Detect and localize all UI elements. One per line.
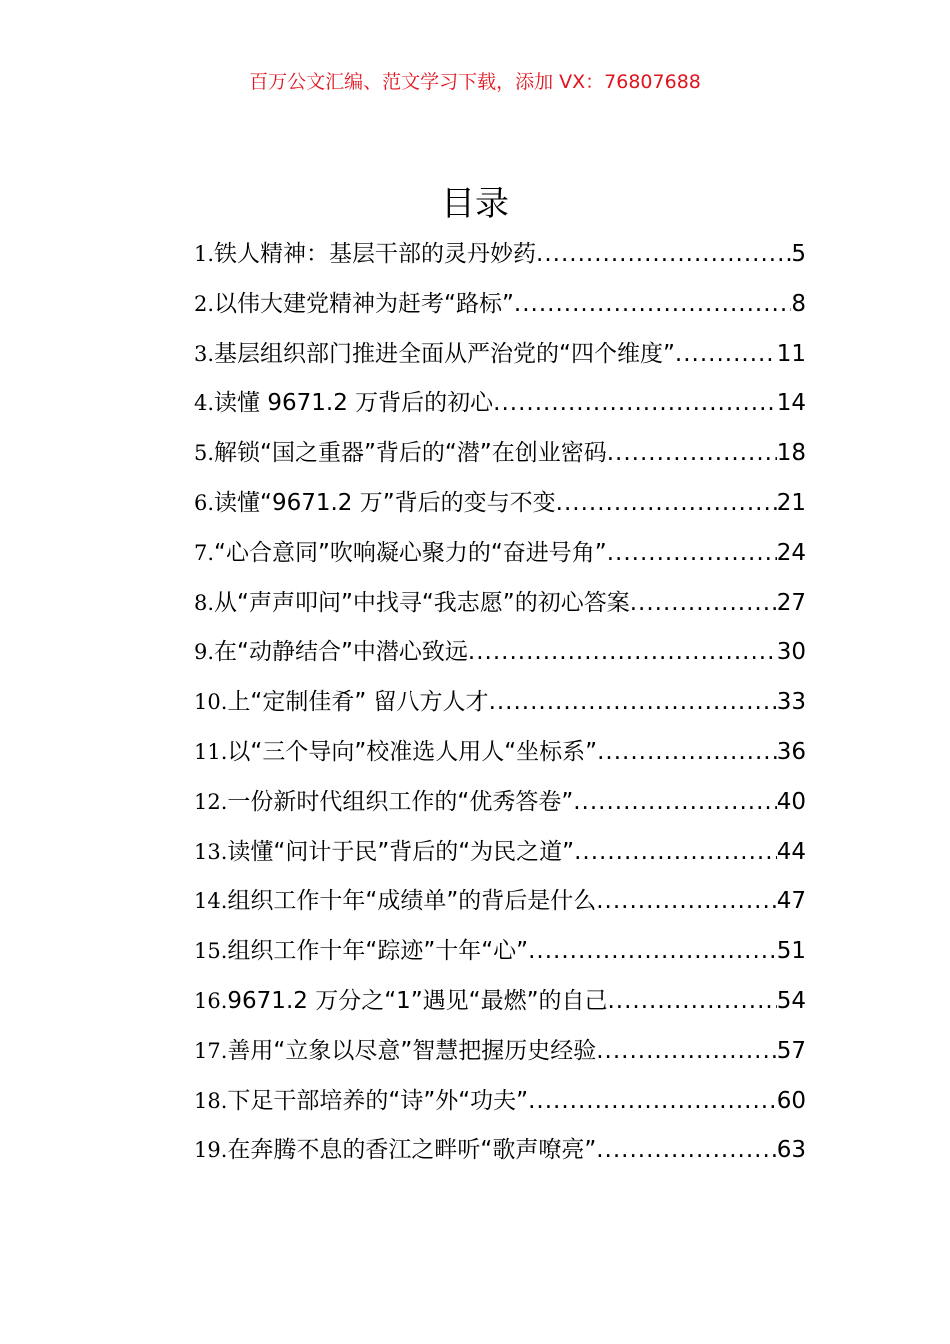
toc-dot-leader [607, 433, 777, 473]
toc-entry[interactable] [194, 632, 806, 682]
toc-entry[interactable] [194, 1130, 806, 1180]
toc-entry-number: 4. [194, 391, 215, 416]
toc-dot-leader [675, 334, 777, 374]
toc-dot-leader [528, 931, 777, 971]
toc-entry-title: 在奔腾不息的香江之畔听“歌声嘹亮” [227, 1137, 597, 1164]
toc-dot-leader [489, 682, 777, 722]
toc-entry-number: 13. [194, 839, 228, 864]
toc-entry-page: 33 [776, 689, 806, 716]
toc-entry-number: 14. [194, 889, 228, 914]
toc-entry-number: 10. [194, 690, 228, 715]
toc-dot-leader [574, 832, 777, 872]
toc-dot-leader [573, 782, 776, 822]
toc-entry-number: 19. [194, 1138, 228, 1163]
header-note: 百万公文汇编、范文学习下载，添加 VX：76807688 [249, 71, 701, 93]
toc-entry[interactable] [194, 832, 806, 882]
toc-entry[interactable] [194, 433, 806, 483]
toc-entry[interactable] [194, 234, 806, 284]
toc-entry-number: 5. [194, 441, 215, 466]
toc-entry-page: 57 [776, 1037, 806, 1064]
toc-entry-page: 51 [776, 938, 806, 965]
toc-entry[interactable] [194, 931, 806, 981]
toc-entry-page: 44 [776, 838, 806, 865]
toc-entry-title: 下足干部培养的“诗”外“功夫” [227, 1087, 529, 1114]
toc-entry-page: 5 [791, 241, 806, 267]
toc-entry-number: 1. [194, 242, 215, 266]
toc-entry[interactable] [194, 284, 806, 334]
toc-entry[interactable] [194, 732, 806, 782]
toc-entry-page: 11 [776, 340, 806, 367]
toc-dot-leader [596, 881, 776, 921]
toc-entry-title: 一份新时代组织工作的“优秀答卷” [227, 788, 574, 815]
toc-entry-page: 60 [776, 1087, 806, 1114]
toc-entry-title: 读懂“问计于民”背后的“为民之道” [227, 838, 575, 865]
toc-entry-title: 上“定制佳肴” 留八方人才 [227, 689, 489, 716]
toc-entry-page: 54 [776, 987, 806, 1014]
toc-entry-title: 从“声声叩问”中找寻“我志愿”的初心答案 [214, 589, 630, 616]
toc-dot-leader [536, 234, 791, 274]
toc-entry-title: 读懂“9671.2 万”背后的变与不变 [214, 489, 556, 516]
toc-dot-leader [596, 1130, 776, 1170]
toc-entry-title: 以伟大建党精神为赶考“路标” [214, 290, 514, 317]
toc-dot-leader [528, 1081, 777, 1121]
toc-entry[interactable] [194, 483, 806, 533]
toc-entry-title: 组织工作十年“踪迹”十年“心” [227, 938, 529, 965]
toc-dot-leader [630, 583, 777, 623]
toc-entry-number: 11. [194, 739, 228, 764]
toc-entry[interactable] [194, 1031, 806, 1081]
toc-entry[interactable] [194, 782, 806, 832]
toc-entry[interactable] [194, 583, 806, 633]
toc-entry-page: 47 [776, 888, 806, 915]
toc-entry-page: 63 [776, 1137, 806, 1164]
toc-dot-leader [607, 533, 777, 573]
toc-entry[interactable] [194, 682, 806, 732]
toc-entry-title: 基层组织部门推进全面从严治党的“四个维度” [214, 340, 675, 367]
toc-entry-title: 以“三个导向”校准选人用人“坐标系” [227, 738, 598, 765]
toc-entry-number: 7. [194, 540, 215, 565]
toc-entry-number: 6. [194, 490, 215, 515]
toc-entry-number: 12. [194, 789, 228, 814]
toc-entry[interactable] [194, 881, 806, 931]
toc-entry-page: 36 [776, 738, 806, 765]
toc-entry[interactable] [194, 981, 806, 1031]
toc-dot-leader [493, 383, 777, 423]
toc-entry-title: “心合意同”吹响凝心聚力的“奋进号角” [214, 539, 607, 566]
table-of-contents [194, 234, 806, 1180]
toc-entry-number: 8. [194, 590, 215, 615]
toc-entry[interactable] [194, 334, 806, 384]
toc-entry-page: 14 [776, 390, 806, 417]
toc-dot-leader [514, 284, 791, 324]
toc-entry-title: 组织工作十年“成绩单”的背后是什么 [227, 888, 597, 915]
toc-entry-page: 18 [776, 440, 806, 467]
toc-entry-title: 铁人精神：基层干部的灵丹妙药 [214, 241, 537, 267]
toc-entry-number: 18. [194, 1088, 228, 1113]
toc-entry-number: 9. [194, 640, 215, 665]
toc-entry[interactable] [194, 533, 806, 583]
toc-entry-title: 读懂 9671.2 万背后的初心 [214, 390, 494, 417]
toc-entry-number: 3. [194, 341, 215, 366]
toc-dot-leader [596, 1031, 776, 1071]
toc-entry-page: 40 [776, 788, 806, 815]
toc-entry-page: 24 [776, 539, 806, 566]
toc-entry[interactable] [194, 1081, 806, 1131]
toc-entry-number: 15. [194, 939, 228, 964]
toc-entry-page: 8 [791, 290, 806, 317]
toc-dot-leader [608, 981, 777, 1021]
toc-dot-leader [556, 483, 777, 523]
toc-entry-number: 17. [194, 1038, 228, 1063]
toc-entry-number: 16. [194, 988, 228, 1013]
toc-entry-number: 2. [194, 291, 215, 316]
toc-entry-title: 9671.2 万分之“1”遇见“最燃”的自己 [227, 987, 608, 1014]
toc-dot-leader [468, 632, 777, 672]
toc-entry-page: 27 [776, 589, 806, 616]
toc-entry-page: 21 [776, 489, 806, 516]
toc-entry-title: 解锁“国之重器”背后的“潜”在创业密码 [214, 440, 607, 467]
toc-entry-title: 在“动静结合”中潜心致远 [214, 639, 468, 666]
toc-entry-page: 30 [776, 639, 806, 666]
toc-entry[interactable] [194, 383, 806, 433]
toc-dot-leader [597, 732, 777, 772]
toc-entry-title: 善用“立象以尽意”智慧把握历史经验 [227, 1037, 597, 1064]
page-title: 目录 [441, 184, 509, 224]
